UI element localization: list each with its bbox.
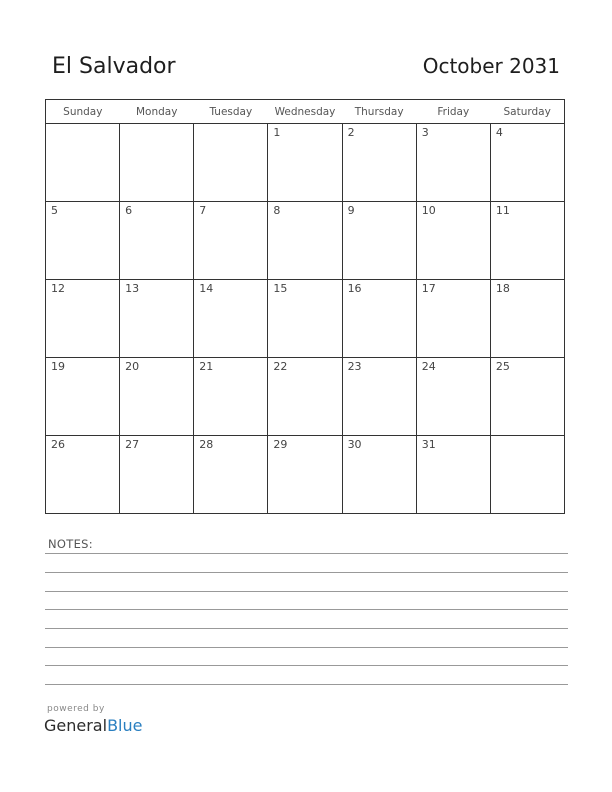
day-cell: [194, 436, 268, 514]
day-number: 27: [125, 438, 140, 451]
day-number: 26: [51, 438, 65, 451]
day-number: 23: [347, 360, 362, 373]
day-number: 2: [347, 126, 355, 139]
month-title: October 2031: [422, 54, 560, 78]
day-number: 17: [421, 282, 436, 295]
day-number: 5: [51, 204, 58, 217]
day-number: 15: [273, 282, 288, 295]
brand-logo-general: General: [44, 716, 108, 735]
day-number: 14: [199, 282, 214, 295]
day-cell: [342, 358, 416, 436]
week-row: [46, 124, 565, 202]
brand-logo-blue: Blue: [107, 716, 143, 735]
day-number: 9: [347, 204, 355, 217]
day-cell: [268, 358, 342, 436]
weekday-tuesday: Tuesday: [194, 100, 268, 124]
day-number: [491, 436, 564, 438]
note-line: [45, 647, 568, 648]
day-cell: [342, 202, 416, 280]
day-cell: [342, 436, 416, 514]
day-number: [194, 124, 267, 126]
day-cell: [120, 202, 194, 280]
day-cell: [490, 436, 564, 514]
day-cell: [490, 358, 564, 436]
week-row: [46, 202, 565, 280]
note-line: [45, 628, 568, 629]
day-cell: [46, 358, 120, 436]
note-line: [45, 609, 568, 610]
day-number: 31: [421, 438, 436, 451]
weekday-monday: Monday: [120, 100, 194, 124]
weekday-wednesday: Wednesday: [268, 100, 342, 124]
day-cell: [46, 202, 120, 280]
weekday-friday: Friday: [416, 100, 490, 124]
day-cell: [120, 124, 194, 202]
day-cell: [120, 280, 194, 358]
week-row: [46, 280, 565, 358]
day-number: 11: [495, 204, 510, 217]
day-number: 24: [421, 360, 436, 373]
day-cell: [268, 202, 342, 280]
week-row: [46, 436, 565, 514]
day-cell: [416, 358, 490, 436]
day-number: 25: [495, 360, 510, 373]
day-number: 22: [273, 360, 288, 373]
day-number: 28: [199, 438, 214, 451]
note-line: [45, 572, 568, 573]
day-cell: [46, 280, 120, 358]
day-number: 13: [125, 282, 140, 295]
day-cell: [416, 202, 490, 280]
day-cell: [120, 436, 194, 514]
day-number: 21: [199, 360, 214, 373]
day-cell: [120, 358, 194, 436]
day-number: 7: [199, 204, 207, 217]
day-number: 12: [51, 282, 65, 295]
day-cell: [416, 436, 490, 514]
day-number: 1: [273, 126, 281, 139]
day-cell: [46, 124, 120, 202]
day-cell: [342, 280, 416, 358]
day-number: 10: [421, 204, 436, 217]
note-line: [45, 591, 568, 592]
country-title: El Salvador: [52, 54, 176, 79]
day-cell: [490, 202, 564, 280]
day-cell: [194, 358, 268, 436]
note-line: [45, 684, 568, 685]
note-line: [45, 665, 568, 666]
day-number: 3: [421, 126, 429, 139]
weekday-header-row: [46, 100, 565, 124]
day-number: 8: [273, 204, 281, 217]
day-number: 19: [51, 360, 65, 373]
day-cell: [194, 202, 268, 280]
day-cell: [268, 280, 342, 358]
day-cell: [46, 436, 120, 514]
day-number: 4: [495, 126, 503, 139]
note-line: [45, 553, 568, 554]
day-number: 29: [273, 438, 288, 451]
weekday-saturday: Saturday: [490, 100, 564, 124]
day-cell: [490, 280, 564, 358]
powered-by-label: powered by: [47, 704, 105, 714]
brand-logo: [44, 716, 142, 735]
day-cell: [268, 436, 342, 514]
day-number: 30: [347, 438, 362, 451]
day-cell: [194, 124, 268, 202]
day-number: 20: [125, 360, 140, 373]
day-number: [120, 124, 193, 126]
day-number: 18: [495, 282, 510, 295]
day-cell: [416, 280, 490, 358]
notes-label: NOTES:: [48, 537, 93, 551]
day-cell: [416, 124, 490, 202]
week-row: [46, 358, 565, 436]
day-cell: [342, 124, 416, 202]
day-cell: [490, 124, 564, 202]
day-number: 6: [125, 204, 133, 217]
day-number: 16: [347, 282, 362, 295]
day-cell: [194, 280, 268, 358]
weekday-sunday: Sunday: [46, 100, 120, 124]
day-cell: [268, 124, 342, 202]
day-number: [46, 124, 119, 126]
calendar-grid: [45, 99, 565, 514]
weekday-thursday: Thursday: [342, 100, 416, 124]
